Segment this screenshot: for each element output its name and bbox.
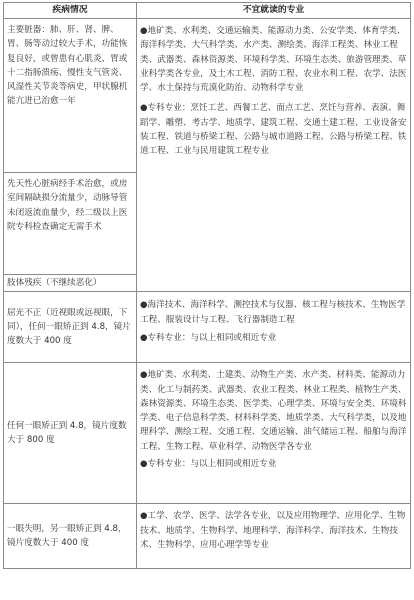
majors-list: ●地矿类、水利类、交通运输类、能源动力类、公安学类、体育学类、海洋科学类、大气科学类、水产类、测绘类、海洋工程类、林业工程类、武器类、森林资源类、环境科学类、环境生态类、旅游管理类、草业科学类各专业，及土木工程、消防工程、农业水利工程、农学、法医学、水土保持与荒漠化防治、动物科学专业 [140,26,407,94]
condition-cell [4,363,137,504]
table-row [4,19,411,173]
condition-cell [4,173,137,275]
condition-text: 一眼失明，另一眼矫正到 4.8，镜片度数大于 400 度 [7,524,127,549]
majors-cell [137,504,411,569]
header-condition: 疾病情况 [4,3,137,19]
majors-list: ●海洋技术、海洋科学、测控技术与仪器、核工程与核技术、生物医学工程、服装设计与工程、飞行器制造工程 [140,300,406,325]
condition-text: 屈光不正（近视眼或远视眼，下同），任何一眼矫正到 4.8，镜片度数大于 400 度 [7,307,131,347]
majors-cell [137,19,411,292]
header-majors: 不宜就读的专业 [137,3,411,19]
condition-text: 主要脏器：肺、肝、肾、脾、胃、肠等动过较大手术，功能恢复良好，或曾患有心肌炎、胃或十二指肠溃疡、慢性支气管炎、风湿性关节炎等病史，甲状腺机能亢进已治愈一年 [7,25,128,107]
special-majors: ●专科专业：与以上相同或相近专业 [140,332,277,343]
majors-list: ●工学、农学、医学、法学各专业，以及应用物理学、应用化学、生物技术、地质学、生物科学、地理科学、海洋科学、海洋技术、生物技术、生物科学、应用心理学等专业 [140,511,406,550]
condition-text: 任何一眼矫正到 4.8，镜片度数大于 800 度 [7,421,127,446]
special-majors: ●专科专业：烹饪工艺、西餐工艺、面点工艺、烹饪与营养、表演、舞蹈学、雕塑、考古学、地质学、建筑工程、交通土建工程、工业设备安装工程、铁道与桥梁工程、公路与城市道路工程、公路与桥梁工程、铁道工程、工业与民用建筑工程专业 [140,103,407,157]
condition-text: 先天性心脏病经手术治愈，或房室间隔缺损分流量少，动脉导管未闭返流血量少，经二级以上医院专科检查确定无需手术 [7,179,128,232]
condition-cell [4,275,137,292]
majors-cell [137,363,411,504]
table-row [4,292,411,363]
condition-text: 肢体残疾（不继续恶化） [7,278,102,288]
table-row [4,504,411,569]
condition-cell [4,19,137,173]
majors-cell [137,292,411,363]
disease-major-table [3,2,411,569]
condition-cell [4,504,137,569]
table-header-row [4,3,411,19]
table-row [4,363,411,504]
majors-list: ●地矿类、水利类、土建类、动物生产类、水产类、材料类、能源动力类、化工与制药类、武器类、农业工程类、林业工程类、植物生产类、森林资源类、环境生态类、医学类、心理学类、环境与安全类、环境科学类、电子信息科学类、材料科学类、地质学类、大气科学类，以及地理科学、测绘工程、交通工程、交通运输、油气储运工程、船舶与海洋工程、生物工程、草业科学、动物医学各专业 [140,370,407,452]
condition-cell [4,292,137,363]
special-majors: ●专科专业：与以上相同或相近专业 [140,459,277,470]
